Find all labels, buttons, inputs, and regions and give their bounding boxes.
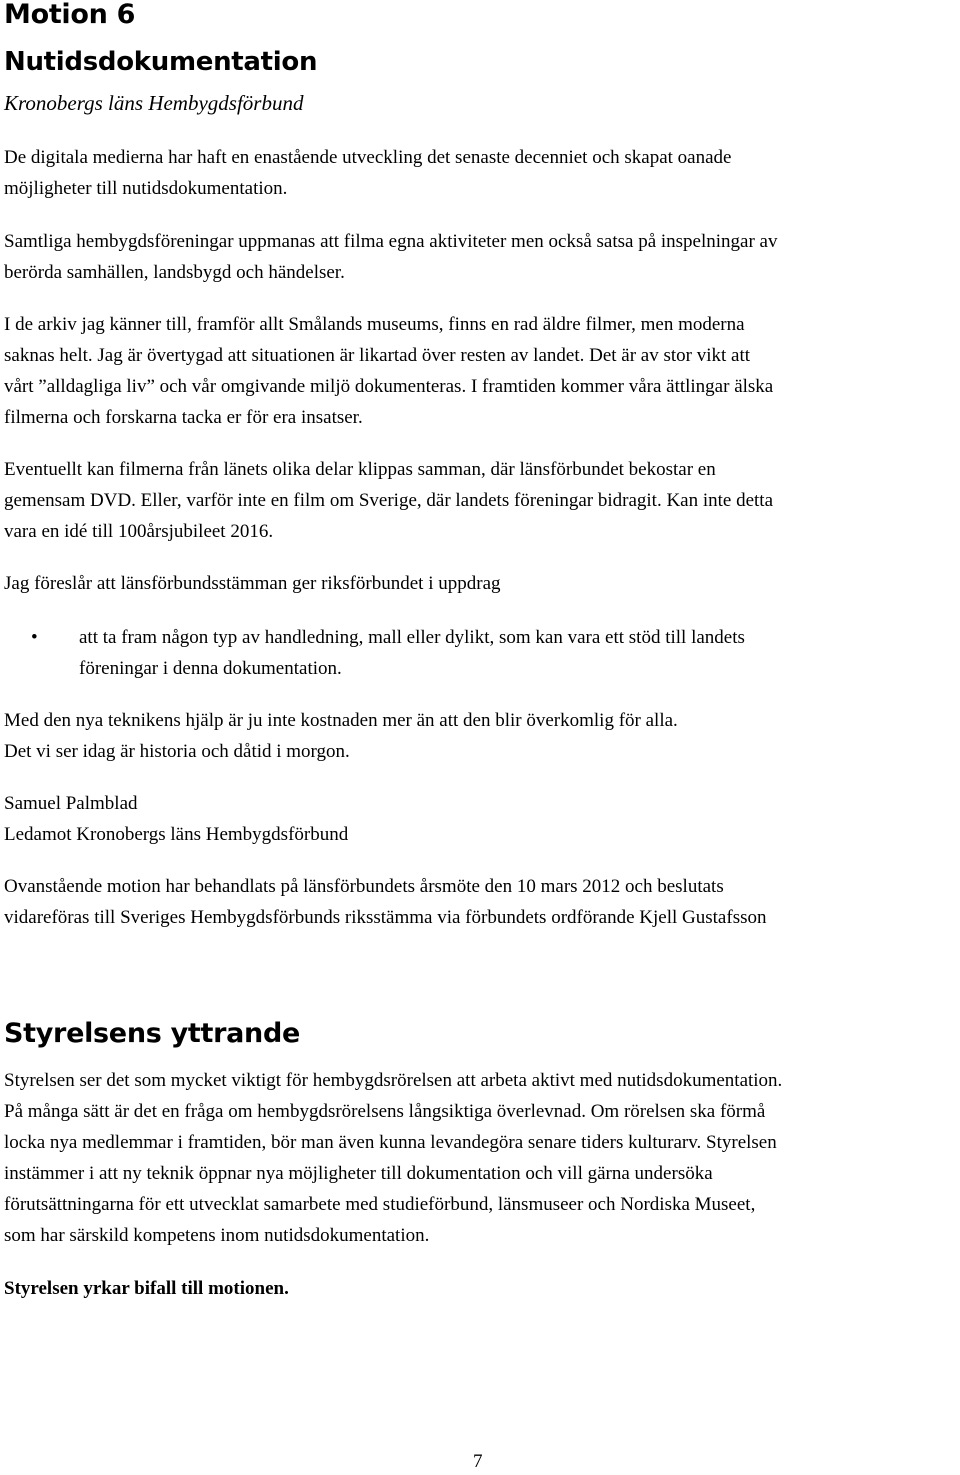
paragraph-line: I de arkiv jag känner till, framför allt Smålands museums, finns en rad äldre filmer, men moderna xyxy=(4,314,745,335)
paragraph-line: vårt ”alldagliga liv” och vår omgivande miljö dokumenteras. I framtiden kommer våra ättlingar älska xyxy=(4,376,774,397)
organization-name: Kronobergs läns Hembygdsförbund xyxy=(4,91,304,115)
paragraph-line: Eventuellt kan filmerna från länets olika delar klippas samman, där länsförbundet bekostar en xyxy=(4,459,716,480)
paragraph-line: möjligheter till nutidsdokumentation. xyxy=(4,178,288,199)
paragraph-line: berörda samhällen, landsbygd och händelser. xyxy=(4,262,345,283)
paragraph-filming xyxy=(4,226,960,288)
document-subtitle: Nutidsdokumentation xyxy=(4,47,318,77)
bullet-line: att ta fram någon typ av handledning, mall eller dylikt, som kan vara ett stöd till landets xyxy=(79,627,745,648)
paragraph-line: vidareföras till Sveriges Hembygdsförbunds riksstämma via förbundets ordförande Kjell Gustafsson xyxy=(4,907,767,928)
page-number: 7 xyxy=(473,1451,483,1472)
board-conclusion xyxy=(4,1273,960,1304)
paragraph-line: som har särskild kompetens inom nutidsdokumentation. xyxy=(4,1225,430,1246)
paragraph-intro xyxy=(4,142,960,204)
paragraph-annual-meeting xyxy=(4,871,960,933)
board-section-heading: Styrelsens yttrande xyxy=(4,1018,301,1049)
bullet-line: föreningar i denna dokumentation. xyxy=(79,658,342,679)
paragraph-line: De digitala medierna har haft en enastående utveckling det senaste decenniet och skapat oanade xyxy=(4,147,732,168)
paragraph-line: Jag föreslår att länsförbundsstämman ger riksförbundet i uppdrag xyxy=(4,573,501,594)
paragraph-line: Samtliga hembygdsföreningar uppmanas att filma egna aktiviteter men också satsa på inspelningar av xyxy=(4,231,778,252)
paragraph-line: förutsättningarna för ett utvecklat samarbete med studieförbund, länsmuseer och Nordiska Museet, xyxy=(4,1194,756,1215)
paragraph-line: På många sätt är det en fråga om hembygdsrörelsens långsiktiga överlevnad. Om rörelsen ska förmå xyxy=(4,1101,766,1122)
paragraph-line: filmerna och forskarna tacka er för era insatser. xyxy=(4,407,363,428)
signature-role: Ledamot Kronobergs läns Hembygdsförbund xyxy=(4,824,349,845)
paragraph-cost xyxy=(4,705,960,767)
signature-block xyxy=(4,788,960,850)
paragraph-line: gemensam DVD. Eller, varför inte en film om Sverige, där landets föreningar bidragit. Kan inte detta xyxy=(4,490,774,511)
paragraph-line: instämmer i att ny teknik öppnar nya möjligheter till dokumentation och vill gärna undersöka xyxy=(4,1163,713,1184)
paragraph-archives xyxy=(4,309,960,433)
paragraph-proposal xyxy=(4,568,960,599)
signature-name: Samuel Palmblad xyxy=(4,793,138,814)
paragraph-line: Det vi ser idag är historia och dåtid i morgon. xyxy=(4,741,350,762)
bullet-text xyxy=(79,622,745,684)
paragraph-line: vara en idé till 100årsjubileet 2016. xyxy=(4,521,274,542)
paragraph-line: Med den nya teknikens hjälp är ju inte kostnaden mer än att den blir överkomlig för alla. xyxy=(4,710,678,731)
paragraph-dvd xyxy=(4,454,960,547)
paragraph-line: locka nya medlemmar i framtiden, bör man även kunna levandegöra senare tiders kulturarv. Styrelsen xyxy=(4,1132,777,1153)
board-paragraph xyxy=(4,1065,960,1251)
paragraph-line: Styrelsen ser det som mycket viktigt för hembygdsrörelsen att arbeta aktivt med nutidsdokumentation. xyxy=(4,1070,783,1091)
document-title: Motion 6 xyxy=(4,0,136,30)
paragraph-line: Ovanstående motion har behandlats på länsförbundets årsmöte den 10 mars 2012 och beslutats xyxy=(4,876,724,897)
conclusion-line: Styrelsen yrkar bifall till motionen. xyxy=(4,1278,289,1299)
paragraph-line: saknas helt. Jag är övertygad att situationen är likartad över resten av landet. Det är av stor vikt att xyxy=(4,345,751,366)
bullet-icon: • xyxy=(31,627,38,648)
